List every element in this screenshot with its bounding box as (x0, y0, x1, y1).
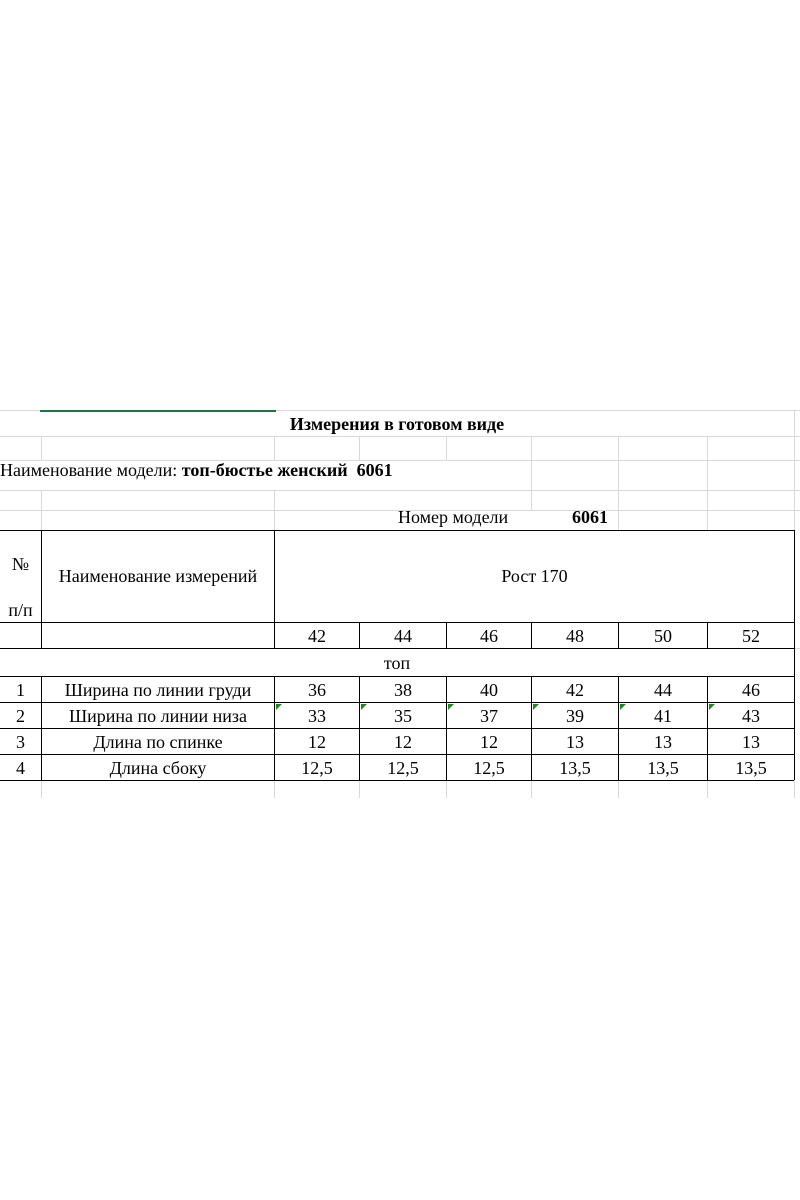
model-name-label: Наименование модели: (0, 460, 178, 480)
row-value: 13 (742, 732, 760, 752)
size-header: 46 (480, 626, 498, 646)
row-value: 12 (480, 732, 498, 752)
col-name-label: Наименование измерений (58, 566, 258, 586)
cell-error-marker (533, 704, 539, 710)
row-value: 42 (566, 680, 584, 700)
row-value: 13,5 (647, 758, 679, 778)
row-value: 43 (742, 706, 760, 726)
row-value: 13,5 (559, 758, 591, 778)
cell-error-marker (448, 704, 454, 710)
row-value: 39 (566, 706, 584, 726)
spreadsheet (0, 410, 800, 800)
row-name: Ширина по линии низа (68, 706, 248, 726)
cell-error-marker (361, 704, 367, 710)
cell-error-marker (276, 704, 282, 710)
row-num: 4 (16, 758, 25, 778)
row-name: Длина по спинке (93, 732, 223, 752)
row-value: 35 (394, 706, 412, 726)
row-value: 12,5 (301, 758, 333, 778)
section-label: топ (383, 653, 411, 673)
size-header: 50 (654, 626, 672, 646)
row-value: 13 (566, 732, 584, 752)
row-value: 40 (480, 680, 498, 700)
size-header: 42 (308, 626, 326, 646)
row-value: 12 (394, 732, 412, 752)
cell-selection-indicator (40, 410, 276, 412)
model-number-label: Номер модели (398, 507, 509, 527)
row-value: 12,5 (387, 758, 419, 778)
row-name: Ширина по линии груди (64, 680, 252, 700)
row-value: 33 (308, 706, 326, 726)
row-value: 13 (654, 732, 672, 752)
sheet-title: Измерения в готовом виде (289, 414, 505, 434)
row-name: Длина сбоку (109, 758, 207, 778)
model-name-value: топ-бюстье женский 6061 (181, 460, 393, 480)
cell-error-marker (620, 704, 626, 710)
row-value: 12 (308, 732, 326, 752)
model-name (0, 460, 393, 480)
row-value: 44 (654, 680, 672, 700)
row-value: 46 (742, 680, 760, 700)
row-num: 2 (16, 706, 25, 726)
col-num-label-top: № (11, 554, 30, 574)
cell-error-marker (709, 704, 715, 710)
row-num: 3 (16, 732, 25, 752)
row-value: 41 (654, 706, 672, 726)
height-label: Рост 170 (501, 566, 568, 586)
model-number-value: 6061 (572, 507, 608, 527)
row-value: 13,5 (735, 758, 767, 778)
size-header: 48 (566, 626, 584, 646)
col-num-label-bottom: п/п (8, 600, 33, 620)
row-value: 36 (308, 680, 326, 700)
row-value: 12,5 (473, 758, 505, 778)
size-header: 52 (742, 626, 760, 646)
row-value: 38 (394, 680, 412, 700)
row-num: 1 (16, 680, 25, 700)
size-header: 44 (394, 626, 412, 646)
row-value: 37 (480, 706, 498, 726)
